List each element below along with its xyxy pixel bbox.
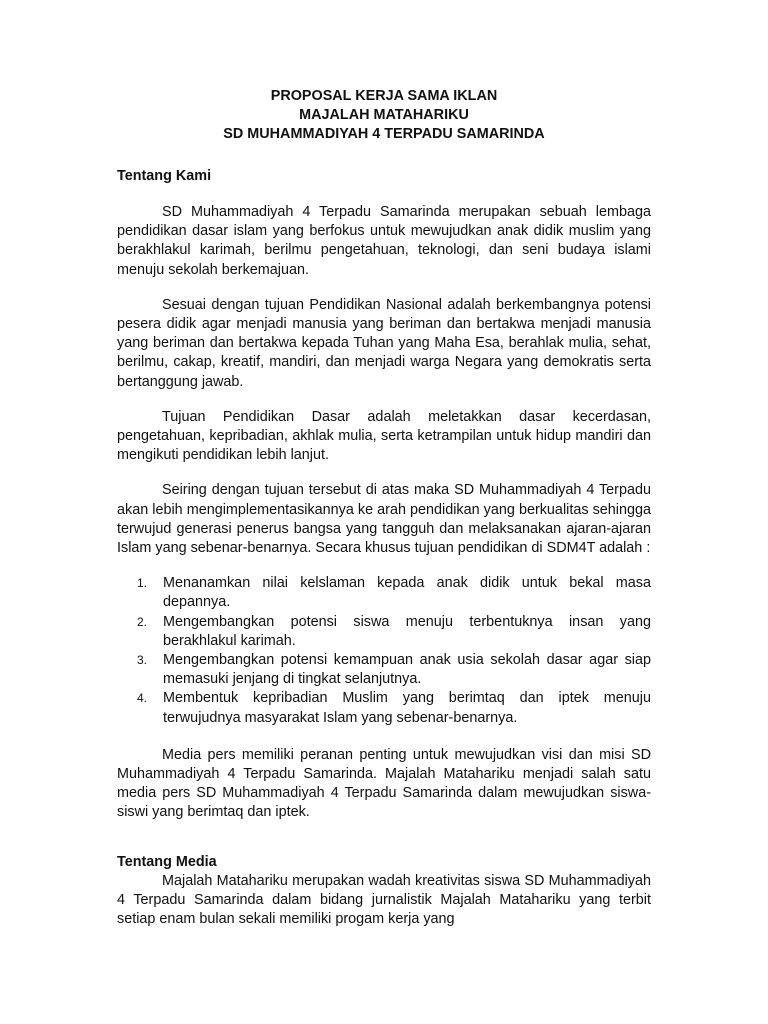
list-item (137, 574, 651, 612)
section-heading-about: Tentang Kami (117, 168, 212, 184)
list-item-number: 3. (137, 653, 148, 668)
section-heading-media: Tentang Media (117, 853, 217, 870)
title-line-3: SD MUHAMMADIYAH 4 TERPADU SAMARINDA (223, 126, 545, 142)
goals-list (117, 574, 651, 728)
about-paragraph-2: Sesuai dengan tujuan Pendidikan Nasional adalah berkembangnya potensi pesera didik agar menjadi manusia yang beriman dan bertakwa menjadi manusia yang beriman dan bertakwa kepada Tuhan yang Maha Esa, berahlak mulia, sehat, berilmu, cakap, kreatif, mandiri, dan menjadi warga Negara yang demokratis serta bertanggung jawab. (117, 296, 651, 390)
title-line-1: PROPOSAL KERJA SAMA IKLAN (270, 88, 498, 104)
media-paragraph: Majalah Matahariku merupakan wadah kreativitas siswa SD Muhammadiyah 4 Terpadu Samarinda dalam bidang jurnalistik Majalah Matahariku yang terbit setiap enam bulan sekali memiliki progam kerja yang (117, 872, 651, 928)
about-paragraph-4: Seiring dengan tujuan tersebut di atas maka SD Muhammadiyah 4 Terpadu akan lebih mengimplementasikannya ke arah pendidikan yang berkualitas sehingga terwujud generasi penerus bangsa yang tangguh dan melaksanakan ajaran-ajaran Islam yang sebenar-benarnya. Secara khusus tujuan pendidikan di SDM4T adalah : (117, 482, 651, 557)
section-spacer (117, 839, 651, 853)
about-paragraph-3: Tujuan Pendidikan Dasar adalah meletakkan dasar kecerdasan, pengetahuan, kepribadian, akhlak mulia, serta ketrampilan untuk hidup mandiri dan mengikuti pendidikan lebih lanjut. (117, 408, 651, 464)
list-item-number: 4. (137, 691, 148, 706)
list-item-number: 1. (137, 576, 148, 591)
list-item-text: Membentuk kepribadian Muslim yang berimtaq dan iptek menuju terwujudnya masyarakat Islam yang sebenar-benarnya. (163, 690, 651, 726)
title-line-2: MAJALAH MATAHARIKU (299, 107, 469, 123)
about-paragraph-1: SD Muhammadiyah 4 Terpadu Samarinda merupakan sebuah lembaga pendidikan dasar islam yang berfokus untuk mewujudkan anak didik muslim yang berakhlakul karimah, berilmu pengetahuan, teknologi, dan seni budaya islami menuju sekolah berkemajuan. (117, 204, 651, 278)
about-closing-paragraph: Media pers memiliki peranan penting untuk mewujudkan visi dan misi SD Muhammadiyah 4 Terpadu Samarinda. Majalah Matahariku menjadi salah satu media pers SD Muhammadiyah 4 Terpadu Samarinda dalam mewujudkan siswa-siswi yang berimtaq dan iptek. (117, 746, 651, 821)
list-item-text: Mengembangkan potensi siswa menuju terbentuknya insan yang berakhlakul karimah. (163, 613, 651, 649)
list-item-text: Menanamkan nilai kelslaman kepada anak didik untuk bekal masa depannya. (163, 575, 651, 611)
list-item-number: 2. (137, 614, 148, 629)
list-item (137, 689, 651, 727)
list-item (137, 613, 651, 651)
list-item-text: Mengembangkan potensi kemampuan anak usia sekolah dasar agar siap memasuki jenjang di tingkat selanjutnya. (163, 652, 651, 688)
list-item (137, 651, 651, 689)
document-title (117, 87, 651, 144)
